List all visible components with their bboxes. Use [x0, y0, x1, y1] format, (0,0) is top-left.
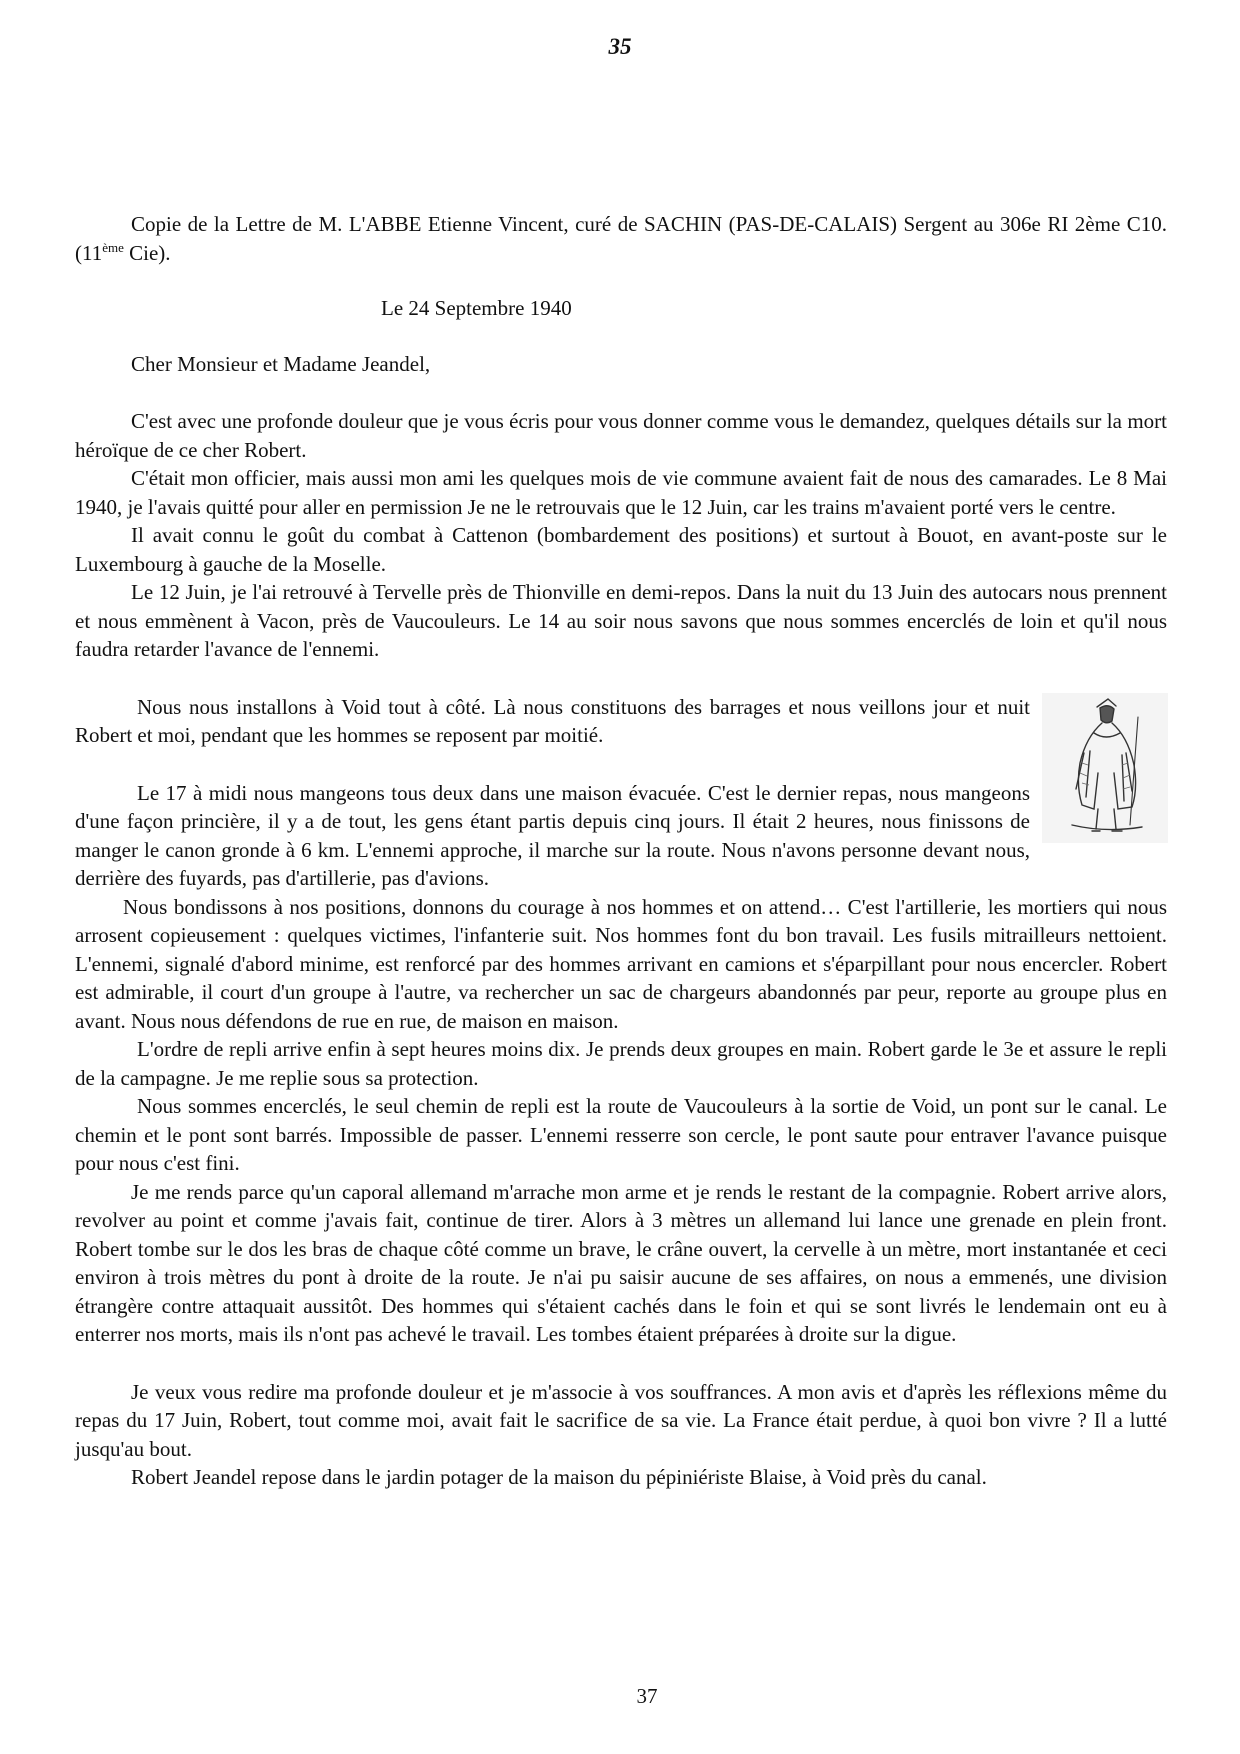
paragraph: Il avait connu le goût du combat à Cattenon (bombardement des positions) et surtout à Bouot, en avant-poste sur le Luxembourg à gauche de la Moselle.	[75, 523, 1167, 576]
paragraph: Je veux vous redire ma profonde douleur et je m'associe à vos souffrances. A mon avis et d'après les réflexions même du repas du 17 Juin, Robert, tout comme moi, avait fait le sacrifice de sa vie. La France était perdue, à quoi bon vivre ? Il a lutté jusqu'au bout.	[75, 1379, 1167, 1461]
intro-superscript: ème	[102, 239, 124, 255]
paragraph: Nous bondissons à nos positions, donnons du courage à nos hommes et on attend… C'est l'artillerie, les mortiers qui nous arrosent copieusement : quelques victimes, l'infanterie suit. Nos hommes font du bon travail. Les fusils mitrailleurs nettoient. L'ennemi, signalé d'abord minime, est renforcé par des hommes arrivant en camions et s'éparpillant pour nous encercler. Robert est admirable, il court d'un groupe à l'autre, va rechercher un sac de chargeurs abandonnés par peur, reporte au groupe plus en avant. Nous nous défendons de rue en rue, de maison en maison.	[75, 894, 1167, 1033]
paragraph: Le 17 à midi nous mangeons tous deux dans une maison évacuée. C'est le dernier repas, nous mangeons d'une façon princière, il y a de tout, les gens étant partis depuis cinq jours. Il était 2 heures, nous finissons de manger le canon gronde à 6 km. L'ennemi approche, il marche sur la route. Nous n'avons personne devant nous, derrière des fuyards, pas d'artillerie, pas d'avions.	[75, 780, 1030, 890]
paragraph: C'est avec une profonde douleur que je vous écris pour vous donner comme vous le demandez, quelques détails sur la mort héroïque de ce cher Robert.	[75, 409, 1167, 462]
paragraph: Je me rends parce qu'un caporal allemand m'arrache mon arme et je rends le restant de la compagnie. Robert arrive alors, revolver au point et comme j'avais fait, continue de tirer. Alors à 3 mètres un allemand lui lance une grenade en plein front. Robert tombe sur le dos les bras de chaque côté comme un brave, le crâne ouvert, la cervelle à un mètre, mort instantanée et ceci environ à trois mètres du pont à droite de la route. Je n'ai pu saisir aucune de ses affaires, on nous a emmenés, une division étrangère contre attaquait aussitôt. Des hommes qui s'étaient cachés dans le foin et qui se sont livrés le lendemain ont eu à enterrer nos morts, mais ils n'ont pas achevé le travail. Les tombes étaient préparées à droite sur la digue.	[75, 1179, 1167, 1346]
paragraph: Le 12 Juin, je l'ai retrouvé à Tervelle près de Thionville en demi-repos. Dans la nuit du 13 Juin des autocars nous prennent et nous emmènent à Vacon, près de Vaucouleurs. Le 14 au soir nous savons que nous sommes encerclés de loin et qu'il nous faudra retarder l'avance de l'ennemi.	[75, 580, 1167, 661]
page-number-bottom: 37	[636, 1684, 658, 1708]
page-number-top: 35	[608, 34, 632, 59]
soldier-sketch-icon	[1042, 693, 1168, 843]
paragraph: C'était mon officier, mais aussi mon ami les quelques mois de vie commune avaient fait de nous des camarades. Le 8 Mai 1940, je l'avais quitté pour aller en permission Je ne le retrouvais que le 12 Juin, car les trains m'avaient porté vers le centre.	[75, 466, 1167, 519]
letter-greeting: Cher Monsieur et Madame Jeandel,	[131, 351, 431, 376]
letter-body	[75, 210, 1167, 1492]
paragraph: Nous nous installons à Void tout à côté. Là nous constituons des barrages et nous veillons jour et nuit Robert et moi, pendant que les hommes se reposent par moitié.	[75, 694, 1030, 747]
paragraph: Robert Jeandel repose dans le jardin potager de la maison du pépiniériste Blaise, à Void près du canal.	[131, 1465, 987, 1489]
letter-date: Le 24 Septembre 1940	[381, 296, 572, 320]
soldier-sketch-image	[1042, 693, 1168, 843]
intro-text: Copie de la Lettre de M. L'ABBE Etienne Vincent, curé de SACHIN (PAS-DE-CALAIS) Sergent au 306e RI 2ème C10.(11	[75, 212, 1167, 265]
paragraph: L'ordre de repli arrive enfin à sept heures moins dix. Je prends deux groupes en main. Robert garde le 3e et assure le repli de la campagne. Je me replie sous sa protection.	[75, 1037, 1167, 1090]
paragraph: Nous sommes encerclés, le seul chemin de repli est la route de Vaucouleurs à la sortie de Void, un pont sur le canal. Le chemin et le pont sont barrés. Impossible de passer. L'ennemi resserre son cercle, le pont saute pour entraver l'avance puisque pour nous c'est fini.	[75, 1094, 1167, 1175]
intro-end: Cie).	[123, 240, 171, 265]
letter-intro	[75, 210, 1167, 267]
